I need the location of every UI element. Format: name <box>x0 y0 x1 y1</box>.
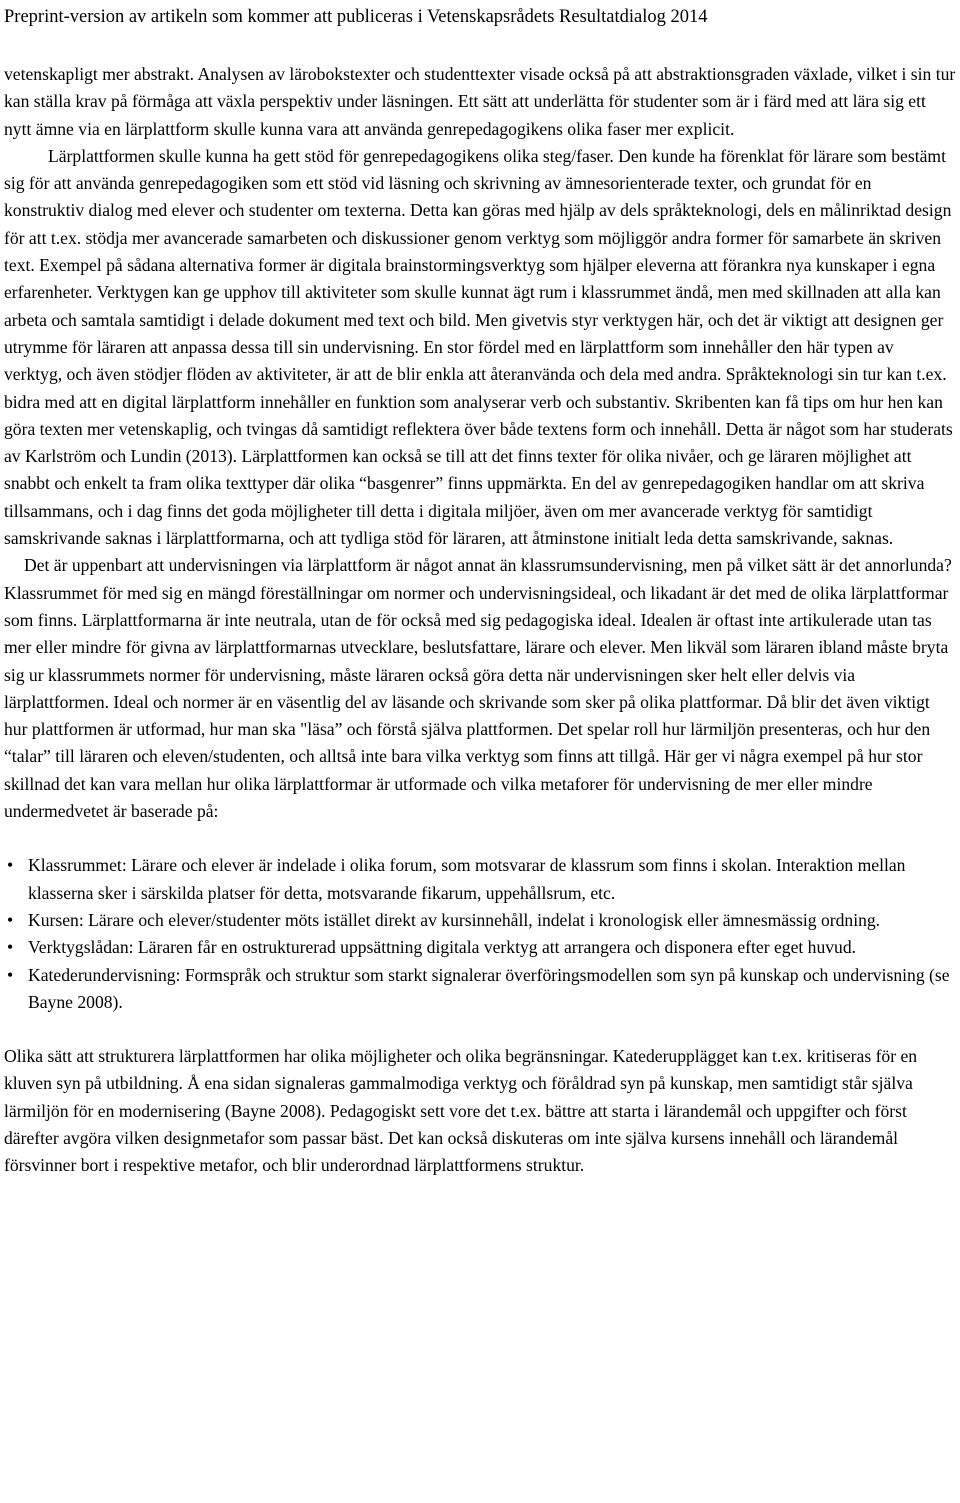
list-item <box>4 962 956 1017</box>
list-item-text: Kursen: Lärare och elever/studenter möts istället direkt av kursinnehåll, indelat i kronologisk eller ämnesmässig ordning. <box>28 909 881 930</box>
list-item <box>4 852 956 907</box>
list-item-text: Verktygslådan: Läraren får en ostrukturerad uppsättning digitala verktyg att arrangera och disponera efter eget huvud. <box>28 937 857 958</box>
paragraph-1-continued: Lärplattformen skulle kunna ha gett stöd för genrepedagogikens olika steg/faser. Den kunde ha förenklat för lärare som bestämt sig för att använda genrepedagogiken som ett stöd vid läsning och skrivning av ämnesorienterade texter, och grundat för en konstruktiv dialog med elever och studenter om texterna. Detta kan göras med hjälp av dels språkteknologi, dels en målinriktad design för att t.ex. stödja mer avancerade samarbeten och diskussioner genom verktyg som möjliggör andra former för samarbete än skriven text. Exempel på sådana alternativa former är digitala brainstormingsverktyg som hjälper eleverna att förankra nya kunskaper i egna erfarenheter. Verktygen kan ge upphov till aktiviteter som skulle kunnat ägt rum i klassrummet ändå, men med skillnaden att alla kan arbeta och samtala samtidigt i delade dokument med text och bild. Men givetvis styr verktygen här, och det är viktigt att designen ger utrymme för läraren att anpassa dessa till sin undervisning. En stor fördel med en lärplattform som innehåller den här typen av verktyg, och även stödjer flöden av aktiviteter, är att de blir enkla att återanvända och dela med andra. Språkteknologi sin tur kan t.ex. bidra med att en digital lärplattform innehåller en funktion som analyserar verb och substantiv. Skribenten kan få tips om hur hen kan göra texten mer vetenskaplig, och tvingas då samtidigt reflektera över både textens form och innehåll. Detta är något som har studerats av Karlström och Lundin (2013). Lärplattformen kan också se till att det finns texter för olika nivåer, och ge läraren möjlighet att snabbt och enkelt ta fram olika texttyper där olika “basgenrer” finns uppmärkta. En del av genrepedagogiken handlar om att skriva tillsammans, och i dag finns det goda möjligheter till detta i digitala miljöer, även om mer avancerade verktyg för samtidigt samskrivande saknas i lärplattformarna, och att tydliga stöd för läraren, att åtminstone initialt leda detta samskrivande, saknas. <box>4 145 953 549</box>
paragraph-3: Olika sätt att strukturera lärplattformen har olika möjligheter och olika begränsningar. Katederupplägget kan t.ex. kritiseras för en kluven syn på utbildning. Å ena sidan signaleras gammalmodiga verktyg och föråldrad syn på kunskap, men samtidigt står själva lärmiljön för en modernisering (Bayne 2008). Pedagogiskt sett vore det t.ex. bättre att starta i lärandemål och uppgifter och först därefter avgöra vilken designmetafor som passar bäst. Det kan också diskuteras om inte själva kursens innehåll och lärandemål försvinner bort i respektive metafor, och blir underordnad lärplattformens struktur. <box>4 1046 918 1176</box>
paragraph-1-lead: vetenskapligt mer abstrakt. Analysen av lärobokstexter och studenttexter visade också på att abstraktionsgraden växlade, vilket i sin tur kan ställa krav på förmåga att växla perspektiv under läsningen. Ett sätt att underlätta för studenter som är i färd med att lära sig ett nytt ämne via en lärplattform skulle kunna vara att använda genrepedagogikens olika faser mer explicit. <box>4 64 956 139</box>
list-item <box>4 907 956 934</box>
bullet-icon: • <box>7 855 14 876</box>
metaphor-list <box>4 852 956 1016</box>
bullet-icon: • <box>7 964 14 985</box>
document-body <box>4 61 956 1180</box>
paragraph-2: Det är uppenbart att undervisningen via lärplattform är något annat än klassrumsundervisning, men på vilket sätt är det annorlunda? Klassrummet för med sig en mängd föreställningar om normer och undervisningsideal, och likadant är det med de olika lärplattformar som finns. Lärplattformarna är inte neutrala, utan de för också med sig pedagogiska ideal. Idealen är oftast inte artikulerade utan tas mer eller mindre för givna av lärplattformarnas utvecklare, beslutsfattare, lärare och elever. Men likväl som läraren ibland måste bryta sig ur klassrummets normer för undervisning, måste läraren också göra detta när undervisningen sker helt eller delvis via lärplattformen. Ideal och normer är en väsentlig del av läsande och skrivande som sker på olika plattformar. Då blir det även viktigt hur plattformen är utformad, hur man ska "läsa” och förstå själva plattformen. Det spelar roll hur lärmiljön presenteras, och hur den “talar” till läraren och eleven/studenten, och alltså inte bara vilka verktyg som finns att tillgå. Här ger vi några exempel på hur stor skillnad det kan vara mellan hur olika lärplattformar är utformade och vilka metaforer för undervisning de mer eller mindre undermedvetet är baserade på: <box>4 555 952 822</box>
list-item-text: Klassrummet: Lärare och elever är indelade i olika forum, som motsvarar de klassrum som finns i skolan. Interaktion mellan klasserna sker i särskilda platser för detta, motsvarande fikarum, uppehållsrum, etc. <box>28 855 906 903</box>
bullet-icon: • <box>7 909 14 930</box>
bullet-icon: • <box>7 937 14 958</box>
running-header: Preprint-version av artikeln som kommer att publiceras i Vetenskapsrådets Resultatdialog 2014 <box>4 7 708 27</box>
list-item-text: Katederundervisning: Formspråk och struktur som starkt signalerar överföringsmodellen som syn på kunskap och undervisning (se Bayne 2008). <box>28 964 950 1012</box>
list-item <box>4 934 956 961</box>
